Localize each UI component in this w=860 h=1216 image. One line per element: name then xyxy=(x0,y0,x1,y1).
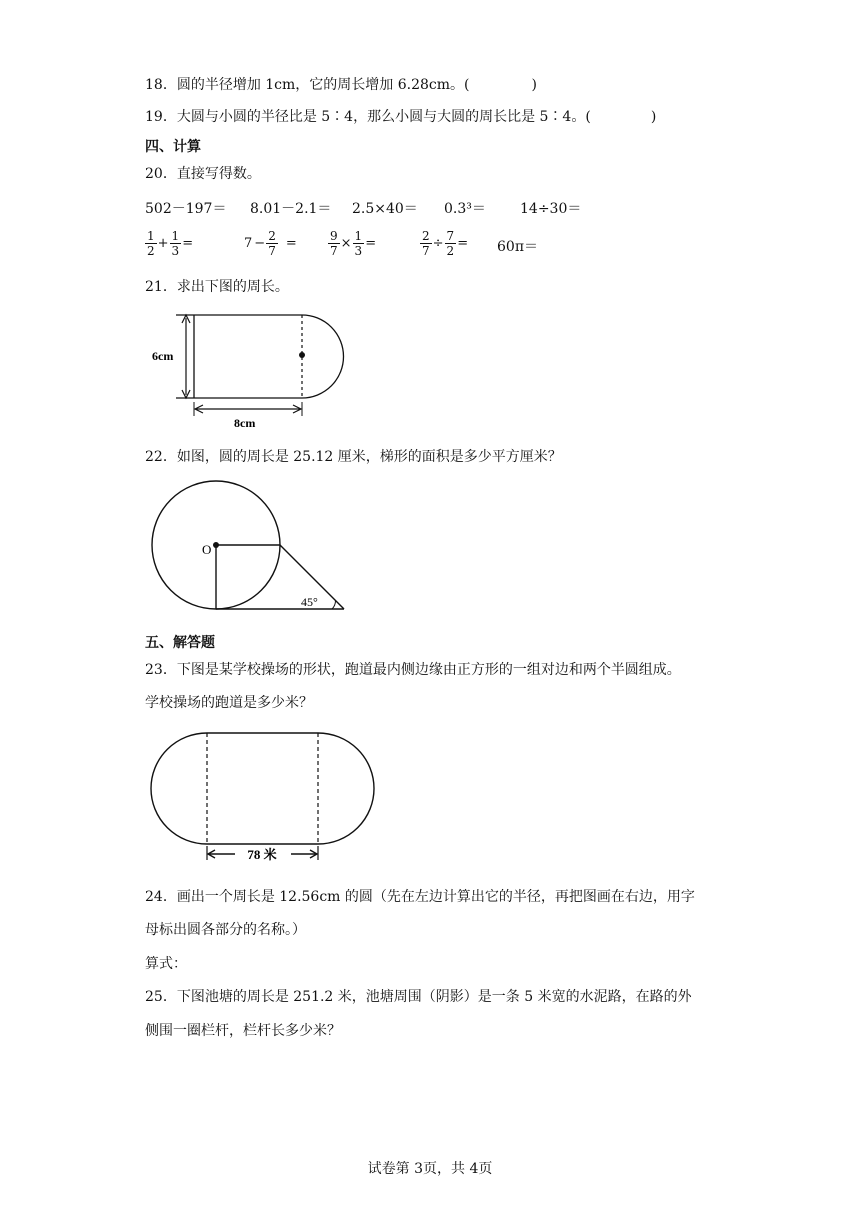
calc-7: 7 − $\frac{2}{7}$ = xyxy=(244,229,297,258)
fig21-semicircle xyxy=(302,315,344,398)
fig21-width-label: 8cm xyxy=(234,416,256,430)
calc-3: 2.5×40＝ xyxy=(352,201,418,217)
section-heading-calculation: 四、计算 xyxy=(145,139,201,155)
fraction: $\frac{9}{7}$ xyxy=(330,229,338,258)
fig21-center-dot xyxy=(299,352,305,358)
calc-5: 14÷30＝ xyxy=(520,201,582,217)
fig22-angle-label: 45° xyxy=(301,595,318,609)
question-18 xyxy=(145,74,537,94)
figure-22-circle-trapezoid xyxy=(150,478,350,614)
question-23-line2: 学校操场的跑道是多少米？ xyxy=(145,695,313,711)
question-24-line1: 24．画出一个周长是 12.56cm 的圆（先在左边计算出它的半径，再把图画在右边，用字 xyxy=(145,889,695,905)
question-25-line1: 25．下图池塘的周长是 251.2 米，池塘周围（阴影）是一条 5 米宽的水泥路，在路的外 xyxy=(145,989,692,1005)
fig22-center-label: O xyxy=(202,542,212,557)
fig23-left-semicircle xyxy=(151,733,207,844)
calc-4: 0.3³＝ xyxy=(444,201,486,217)
calc-6: $\frac{1}{2}$ + $\frac{1}{3}$ = xyxy=(147,229,194,258)
question-18-close: ) xyxy=(531,77,537,93)
fig22-center-dot xyxy=(213,542,219,548)
fig23-right-semicircle xyxy=(318,733,374,844)
fraction: $\frac{1}{3}$ xyxy=(354,229,363,258)
calc-8: $\frac{9}{7}$ × $\frac{1}{3}$ = xyxy=(330,229,377,258)
section-heading-answer: 五、解答题 xyxy=(145,635,215,651)
fig21-height-label: 6cm xyxy=(152,349,174,363)
question-23-line1: 23．下图是某学校操场的形状，跑道最内侧边缘由正方形的一组对边和两个半圆组成。 xyxy=(145,662,681,678)
calc-2: 8.01－2.1＝ xyxy=(250,201,332,217)
fraction: $\frac{2}{7}$ xyxy=(268,229,276,258)
calc-9: $\frac{2}{7}$ ÷ $\frac{7}{2}$ = xyxy=(422,229,469,258)
calc-10: 60π＝ xyxy=(497,239,539,255)
fraction: $\frac{1}{2}$ xyxy=(147,229,155,258)
question-19-close: ) xyxy=(650,109,657,125)
question-22: 22．如图，圆的周长是 25.12 厘米，梯形的面积是多少平方厘米？ xyxy=(145,449,562,465)
question-19-text: 19．大圆与小圆的半径比是 5∶4，那么小圆与大圆的周长比是 5∶4。( xyxy=(145,109,591,125)
figure-23-track xyxy=(145,728,381,868)
page-footer: 试卷第 3页，共 4页 xyxy=(367,1161,493,1177)
fraction: $\frac{2}{7}$ xyxy=(422,229,430,258)
question-24-formula-label: 算式： xyxy=(145,956,187,972)
fraction: $\frac{1}{3}$ xyxy=(171,229,180,258)
figure-21-rectangle-semicircle xyxy=(150,308,360,432)
fraction: $\frac{7}{2}$ xyxy=(446,229,455,258)
question-24-line2: 母标出圆各部分的名称。） xyxy=(145,922,306,938)
question-20: 20．直接写得数。 xyxy=(145,166,261,182)
question-25-line2: 侧围一圈栏杆，栏杆长多少米？ xyxy=(145,1023,341,1039)
question-19 xyxy=(145,106,656,126)
question-18-text: 18．圆的半径增加 1cm，它的周长增加 6.28cm。( xyxy=(145,77,470,93)
fig23-width-label: 78 米 xyxy=(247,847,277,862)
calc-1: 502－197＝ xyxy=(145,201,227,217)
question-21: 21．求出下图的周长。 xyxy=(145,279,289,295)
